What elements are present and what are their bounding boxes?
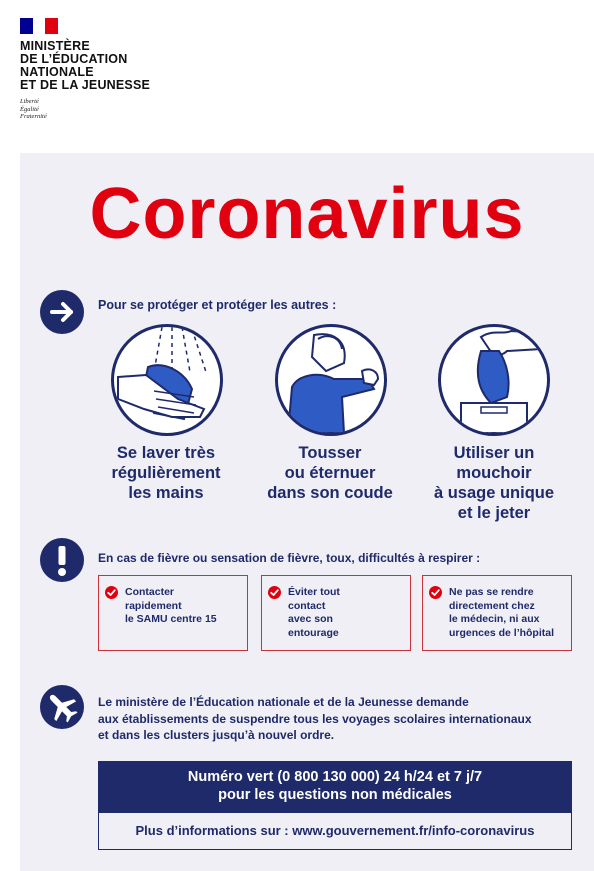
motto-line: Fraternité <box>20 113 47 120</box>
republic-motto <box>20 98 170 121</box>
advice-line: le médecin, ni aux <box>449 613 540 625</box>
check-icon <box>429 586 442 599</box>
caption-line: régulièrement <box>111 464 221 482</box>
ministry-line: DE L’ÉDUCATION <box>20 52 128 66</box>
ministry-line: ET DE LA JEUNESSE <box>20 78 151 92</box>
motto-line: Égalité <box>20 105 39 113</box>
fever-lead: En cas de fièvre ou sensation de fièvre, toux, difficultés à respirer : <box>98 551 481 565</box>
french-flag-icon <box>20 18 58 34</box>
caption-hand-washing <box>81 443 251 503</box>
advice-box <box>261 575 411 651</box>
tissue-icon <box>438 324 550 436</box>
advice-line: urgences de l’hôpital <box>449 626 555 639</box>
advice-line: Contacter <box>125 586 175 598</box>
caption-line: Tousser <box>298 444 362 462</box>
protect-lead: Pour se protéger et protéger les autres : <box>98 298 337 312</box>
hotline-line-2: pour les questions non médicales <box>218 787 452 803</box>
caption-line: Utiliser un <box>453 444 535 462</box>
advice-line: Éviter tout <box>288 586 340 598</box>
poster-panel <box>20 153 594 871</box>
cough-elbow-icon <box>275 324 387 436</box>
advice-line: avec son <box>288 613 333 625</box>
advice-box <box>98 575 248 651</box>
caption-line: à usage unique <box>433 484 555 502</box>
ministry-name <box>20 40 170 92</box>
advice-line: le SAMU centre 15 <box>125 613 217 625</box>
advice-text <box>125 586 245 627</box>
hand-washing-icon <box>111 324 223 436</box>
poster-title: Coronavirus <box>89 174 525 254</box>
airplane-icon <box>40 685 84 729</box>
ministry-line: NATIONALE <box>20 65 94 79</box>
caption-cough-elbow <box>245 443 415 503</box>
caption-line: ou éternuer <box>284 464 376 482</box>
advice-text <box>449 586 569 640</box>
caption-line: les mains <box>128 484 204 502</box>
ministry-line: MINISTÈRE <box>20 39 90 53</box>
advice-line: rapidement <box>125 599 182 612</box>
advice-line: contact <box>288 599 326 612</box>
ministry-logo <box>20 18 170 121</box>
check-icon <box>105 586 118 599</box>
motto-line: Liberté <box>20 98 39 105</box>
caption-line: mouchoir <box>456 464 532 482</box>
advice-line: directement chez <box>449 599 535 612</box>
notice-line: Le ministère de l’Éducation nationale et de la Jeunesse demande <box>98 695 469 709</box>
hotline-banner <box>98 761 572 812</box>
caption-tissue <box>409 443 579 523</box>
caption-line: et le jeter <box>457 504 531 522</box>
caption-line: Se laver très <box>116 444 216 462</box>
caption-line: dans son coude <box>267 484 393 502</box>
notice-line: et dans les clusters jusqu’à nouvel ordre. <box>98 728 335 742</box>
advice-line: entourage <box>288 626 339 639</box>
notice-line: aux établissements de suspendre tous les voyages scolaires internationaux <box>98 711 532 726</box>
check-icon <box>268 586 281 599</box>
exclamation-icon <box>40 538 84 582</box>
hotline-line-1: Numéro vert (0 800 130 000) 24 h/24 et 7 j/7 <box>187 769 483 785</box>
travel-notice <box>98 694 578 744</box>
advice-box <box>422 575 572 651</box>
arrow-right-icon <box>40 290 84 334</box>
advice-line: Ne pas se rendre <box>449 586 534 598</box>
info-link[interactable]: Plus d’informations sur : www.gouvernement.fr/info-coronavirus <box>98 812 572 850</box>
advice-text <box>288 586 408 640</box>
